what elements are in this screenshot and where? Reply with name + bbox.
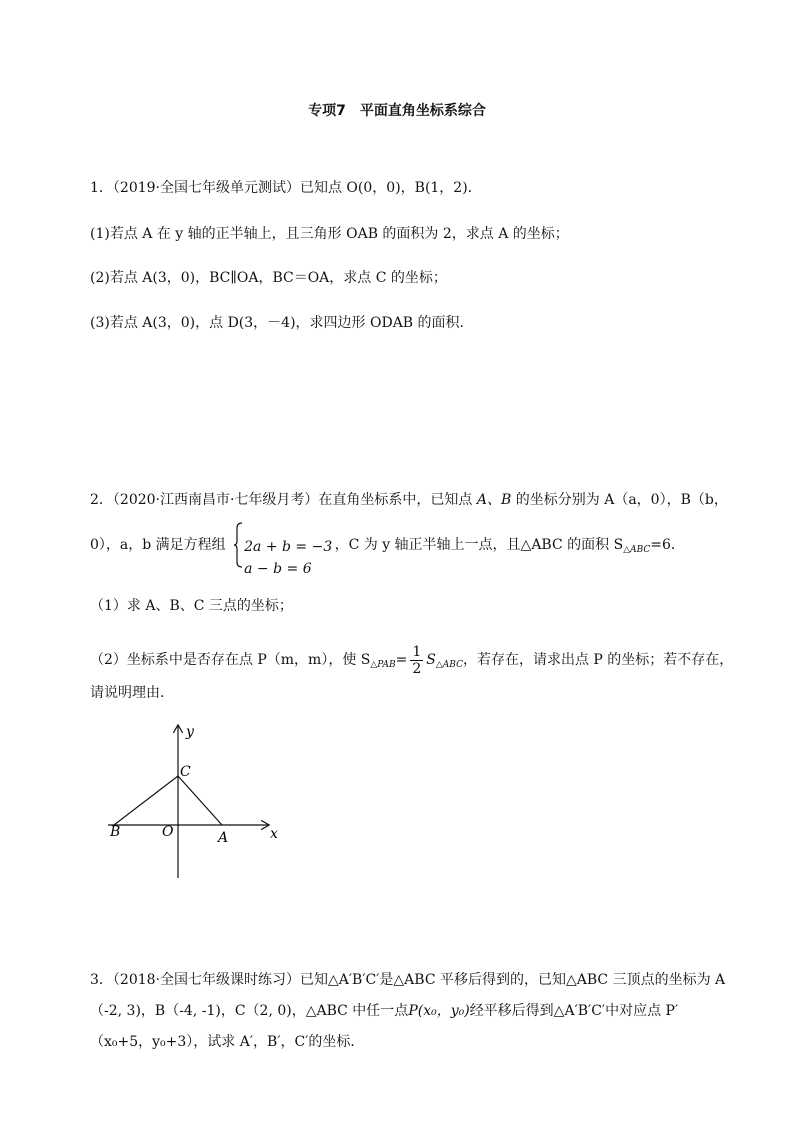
q2-part2-line2: 请说明理由． xyxy=(90,685,174,701)
segment-ca xyxy=(178,776,222,825)
q2-line1-text-c: 的坐标分别为 xyxy=(515,492,600,508)
q2-line2 xyxy=(90,522,685,577)
q2-line1-points: A、B xyxy=(476,492,512,508)
q2-part2-text-b: ，若存在，请求出点 P 的坐标；若不存在， xyxy=(462,652,734,668)
q2-line1-coords: A（a，0），B（b， xyxy=(604,492,728,508)
q2-part2-sub1: △PAB xyxy=(370,660,396,670)
q2-line2-subscript: △ABC xyxy=(623,545,651,555)
q3-line2 xyxy=(90,1001,678,1021)
point-c-label: C xyxy=(180,764,191,780)
q2-part2-equals: = xyxy=(395,652,408,668)
q1-part3: (3)若点 A(3，0)，点 D(3，－4)，求四边形 ODAB 的面积． xyxy=(90,315,474,331)
q3-line3: （x₀+5，y₀+3），试求 A′，B′，C′的坐标． xyxy=(90,1034,365,1050)
point-b-label: B xyxy=(110,824,121,840)
q1-part2: (2)若点 A(3，0)，BC∥OA，BC＝OA，求点 C 的坐标； xyxy=(90,270,447,286)
equation-1: 2a + b = −3 xyxy=(244,539,333,555)
equation-2: a − b = 6 xyxy=(244,561,312,577)
segment-bc xyxy=(114,776,178,825)
point-a-label: A xyxy=(218,830,229,846)
q2-line2-text-b: ，C 为 y 轴正半轴上一点，且△ABC 的面积 S xyxy=(334,537,624,553)
fraction-numerator: 1 xyxy=(412,643,422,660)
q1-part1: (1)若点 A 在 y 轴的正半轴上，且三角形 OAB 的面积为 2，求点 A 的坐标； xyxy=(90,226,569,242)
fraction-denominator: 2 xyxy=(412,660,422,677)
q2-line2-text-a: 0），a，b 满足方程组 xyxy=(90,537,226,553)
q1-stem: 1．（2019·全国七年级单元测试）已知点 O(0，0)，B(1，2)． xyxy=(90,180,482,196)
q2-part2 xyxy=(90,640,733,685)
page-title: 专项7 平面直角坐标系综合 xyxy=(308,103,486,119)
left-brace-icon xyxy=(234,522,244,568)
q3-line2-text-a: （-2, 3)，B（-4, -1)，C（2, 0)，△ABC 中任一点 xyxy=(90,1003,409,1019)
coordinate-figure xyxy=(100,718,290,883)
q2-part2-sub2: △ABC xyxy=(435,660,463,670)
fraction-one-half xyxy=(410,644,423,677)
x-axis-label: x xyxy=(270,826,278,842)
q2-part1: （1）求 A、B、C 三点的坐标； xyxy=(90,598,293,614)
equation-system xyxy=(234,522,333,577)
q2-line1-text-a: 2．（2020·江西南昌市·七年级月考）在直角坐标系中，已知点 xyxy=(90,492,473,508)
q2-line2-text-c: =6． xyxy=(650,537,685,553)
origin-label: O xyxy=(162,824,174,840)
q3-line2-text-b: 经平移后得到△A′B′C′中对应点 P′ xyxy=(469,1003,679,1019)
q2-part2-text-a: （2）坐标系中是否存在点 P（m，m），使 S xyxy=(90,652,371,668)
q3-line1: 3．（2018·全国七年级课时练习）已知△A′B′C′是△ABC 平移后得到的，已知△ABC 三顶点的坐标为 A xyxy=(90,972,726,988)
y-axis-label: y xyxy=(186,724,194,740)
q2-part2-s: S xyxy=(426,652,436,668)
q2-line1 xyxy=(90,490,728,510)
q3-point-p: P(x₀，y₀) xyxy=(408,1003,470,1019)
